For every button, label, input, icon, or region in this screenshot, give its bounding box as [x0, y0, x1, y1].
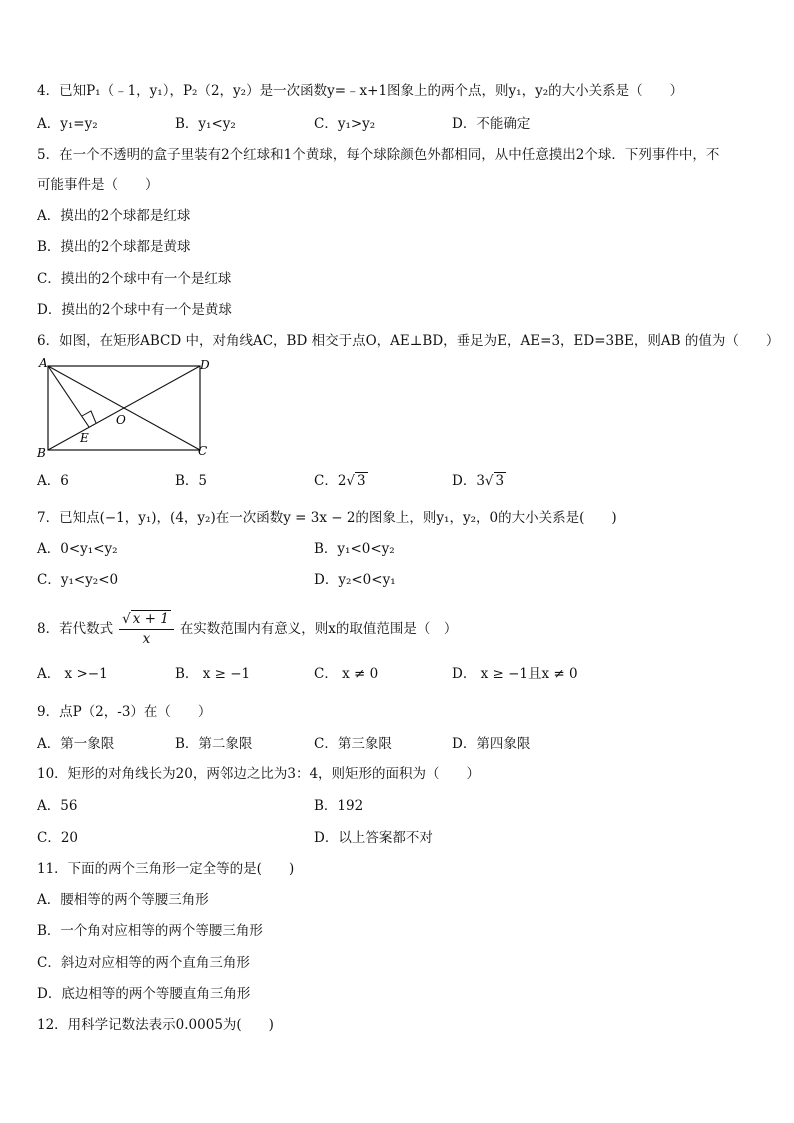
q6-option-d	[452, 472, 506, 490]
right-angle-mark	[82, 411, 96, 423]
q8-fraction-numerator	[119, 611, 174, 630]
sqrt-symbol: √	[346, 473, 356, 489]
label-point-d: D	[200, 358, 210, 372]
q8-option-c: C． x ≠ 0	[314, 666, 379, 682]
q8-option-b: B． x ≥ −1	[175, 666, 251, 682]
q4-option-b: B．y₁<y₂	[175, 116, 236, 132]
q8-option-a: A． x >−1	[37, 666, 108, 682]
q11-option-a: A．腰相等的两个等腰三角形	[37, 892, 209, 908]
q10-option-a: A．56	[37, 798, 78, 814]
q8-fraction	[119, 611, 174, 648]
q9-option-c: C．第三象限	[314, 736, 392, 752]
question-9-stem: 9．点P（2，-3）在（ ）	[37, 704, 212, 720]
q10-option-b: B．192	[314, 798, 364, 814]
q7-option-d: D．y₂<0<y₁	[314, 572, 396, 588]
q11-option-d: D．底边相等的两个等腰直角三角形	[37, 986, 251, 1002]
question-11-stem: 11．下面的两个三角形一定全等的是( )	[37, 861, 295, 877]
q5-option-a: A．摸出的2个球都是红球	[37, 208, 191, 224]
q8-stem-suffix: 在实数范围内有意义，则x的取值范围是（ ）	[179, 621, 458, 637]
q10-option-d: D．以上答案都不对	[314, 830, 433, 846]
q8-option-d: D． x ≥ −1且x ≠ 0	[452, 666, 578, 682]
q6-option-b: B．5	[175, 473, 208, 489]
q5-option-c: C．摸出的2个球中有一个是红球	[37, 271, 232, 287]
q6-option-c-radicand: 3	[357, 473, 366, 489]
q4-option-a: A．y₁=y₂	[37, 116, 98, 132]
q9-option-d: D．第四象限	[452, 736, 531, 752]
sqrt-symbol: √	[484, 473, 494, 489]
question-6-stem: 6．如图，在矩形ABCD 中，对角线AC，BD 相交于点O，AE⊥BD，垂足为E，AE=3，ED=3BE，则AB 的值为（ ）	[37, 333, 780, 349]
q6-option-d-coefficient: D．3	[452, 473, 485, 489]
label-point-e: E	[80, 431, 89, 445]
q8-stem-prefix: 8．若代数式	[37, 621, 114, 637]
q4-option-c: C．y₁>y₂	[314, 116, 376, 132]
q4-option-d: D．不能确定	[452, 116, 531, 132]
q6-option-c-coefficient: C．2	[314, 473, 347, 489]
q7-option-a: A．0<y₁<y₂	[37, 541, 118, 557]
label-point-b: B	[37, 446, 46, 460]
question-10-stem: 10．矩形的对角线长为20，两邻边之比为3：4，则矩形的面积为（ ）	[37, 766, 481, 782]
sqrt-symbol: √	[122, 611, 131, 627]
q6-option-a: A．6	[37, 473, 69, 489]
label-point-c: C	[198, 444, 208, 458]
label-point-a: A	[39, 356, 48, 370]
q10-option-c: C．20	[37, 830, 79, 846]
q8-fraction-denominator: x	[142, 631, 151, 647]
question-5-stem-line2: 可能事件是（ ）	[37, 177, 159, 193]
question-4-stem: 4．已知P₁（﹣1，y₁），P₂（2，y₂）是一次函数y=﹣x+1图象上的两个点，则y₁，y₂的大小关系是（ ）	[37, 83, 684, 99]
q7-option-c: C．y₁<y₂<0	[37, 572, 119, 588]
question-5-stem-line1: 5．在一个不透明的盒子里装有2个红球和1个黄球，每个球除颜色外都相同，从中任意摸出2个球．下列事件中，不	[37, 147, 720, 163]
q8-numerator-radicand: x + 1	[132, 611, 169, 627]
q5-option-d: D．摸出的2个球中有一个是黄球	[37, 302, 232, 318]
q11-option-c: C．斜边对应相等的两个直角三角形	[37, 955, 250, 971]
rectangle-abcd-figure	[34, 356, 214, 462]
question-7-stem: 7．已知点(−1，y₁)，(4，y₂)在一次函数y = 3x − 2的图象上，则y₁，y₂，0的大小关系是( )	[37, 510, 617, 526]
perpendicular-ae	[48, 366, 89, 427]
q6-option-c	[314, 472, 368, 490]
label-point-o: O	[116, 413, 126, 427]
q6-option-d-radicand: 3	[495, 473, 505, 489]
q5-option-b: B．摸出的2个球都是黄球	[37, 239, 191, 255]
question-12-stem: 12．用科学记数法表示0.0005为( )	[37, 1017, 274, 1033]
q7-option-b: B．y₁<0<y₂	[314, 541, 395, 557]
q11-option-b: B．一个角对应相等的两个等腰三角形	[37, 923, 263, 939]
q9-option-a: A．第一象限	[37, 736, 115, 752]
q9-option-b: B．第二象限	[175, 736, 253, 752]
question-8-stem	[37, 611, 457, 648]
